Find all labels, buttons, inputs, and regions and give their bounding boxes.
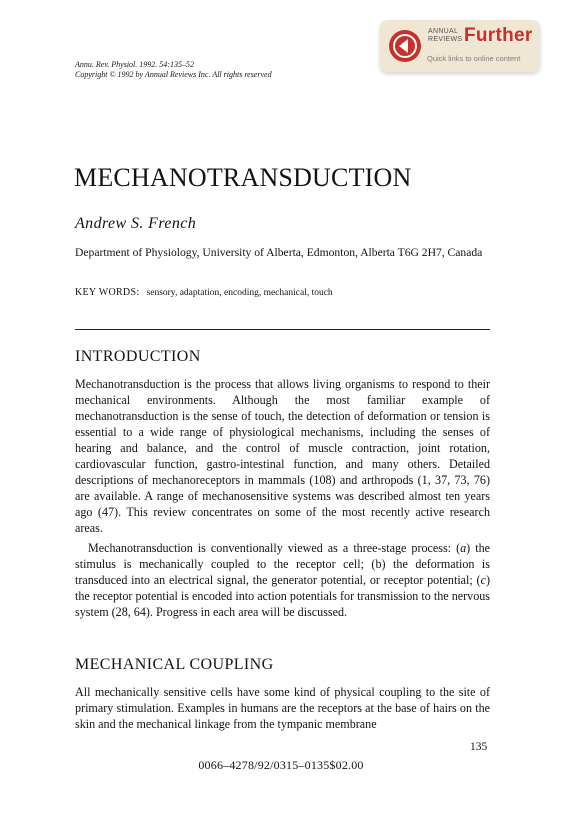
journal-citation — [75, 60, 272, 80]
keywords-value: sensory, adaptation, encoding, mechanical, touch — [146, 288, 333, 298]
badge-publisher-label: ANNUAL REVIEWS — [428, 28, 463, 43]
keywords — [75, 287, 333, 298]
copyright-line: Copyright © 1992 by Annual Reviews Inc. All rights reserved — [75, 70, 272, 79]
article-code: 0066–4278/92/0315–0135$02.00 — [198, 758, 364, 772]
article-title: MECHANOTRANSDUCTION — [74, 163, 412, 192]
section-divider — [75, 329, 490, 330]
citation-line: Annu. Rev. Physiol. 1992. 54:135–52 — [75, 60, 194, 69]
annual-reviews-further-badge[interactable] — [380, 20, 540, 72]
introduction-paragraph-1: Mechanotransduction is the process that allows living organisms to respond to their mechanical environments. Although the most familiar example of mechanotransduction is the sense of touch, the detection of deformation or tension is essential to a wide range of physiological mechanisms, including the senses of hearing and balance, and the control of muscle contraction, joint rotation, cardiovascular function, gastro-intestinal function, and many others. Detailed descriptions of mechanoreceptors in mammals (108) and arthropods (1, 37, 73, 76) are available. A range of mechanosensitive systems was described almost ten years ago (47). This review concentrates on some of the most recently active research areas. — [75, 377, 490, 535]
play-circle-icon — [388, 29, 422, 63]
introduction-heading: INTRODUCTION — [75, 348, 201, 365]
mechanical-coupling-paragraph-1: All mechanically sensitive cells have some kind of physical coupling to the site of primary stimulation. Examples in humans are the receptors at the base of hairs on the skin and the mechanical linkage from the tympanic membrane — [75, 685, 490, 731]
page-number: 135 — [470, 741, 488, 753]
author-affiliation: Department of Physiology, University of Alberta, Edmonton, Alberta T6G 2H7, Canada — [75, 246, 483, 259]
introduction-paragraph-2: Mechanotransduction is conventionally viewed as a three-stage process: (a) the stimulus is mechanically coupled to the receptor cell; (b) the deformation is transduced into an electrical signal, the generator potential, or receptor potential; (c) the receptor potential is encoded into action potentials for transmission to the nervous system (28, 64). Progress in each area will be discussed. — [75, 541, 490, 619]
badge-subtitle: Quick links to online content — [427, 54, 521, 63]
mechanical-coupling-heading: MECHANICAL COUPLING — [75, 656, 274, 673]
keywords-label: KEY WORDS: — [75, 287, 140, 298]
author-name: Andrew S. French — [75, 215, 197, 232]
badge-further-label: Further — [464, 25, 533, 46]
